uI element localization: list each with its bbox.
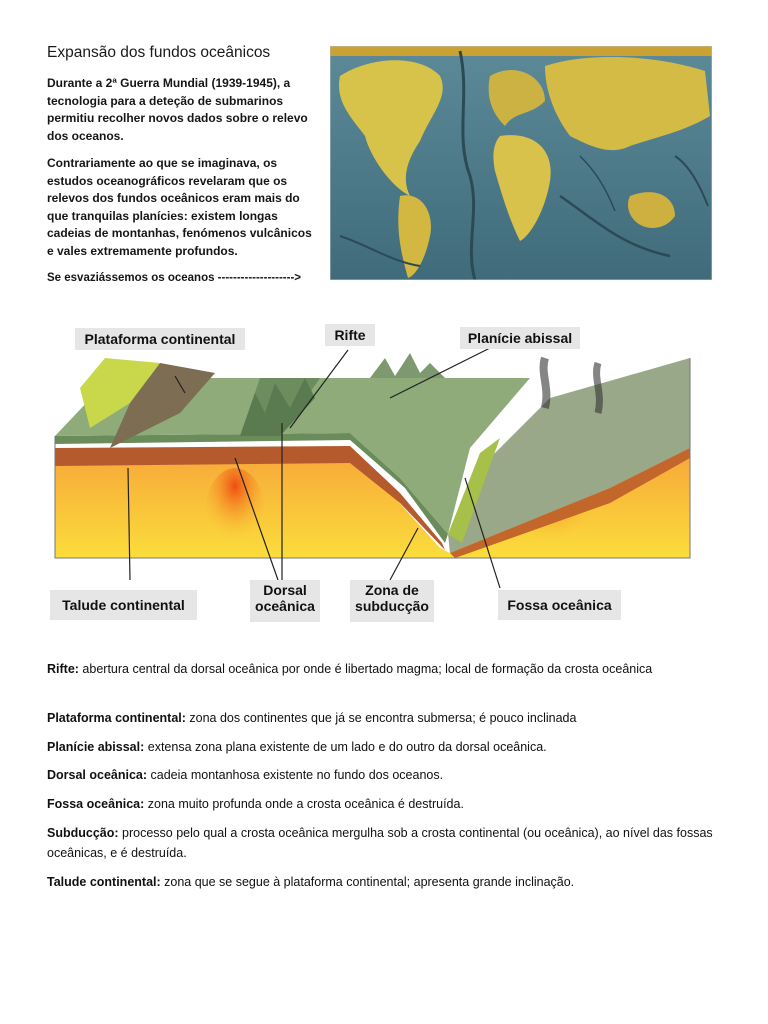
label-zona-line-1: Zona de [365, 582, 419, 598]
label-fossa-oceanica: Fossa oceânica [498, 590, 621, 620]
def-text: zona que se segue à plataforma continental; apresenta grande inclinação. [160, 875, 575, 889]
def-text: zona dos continentes que já se encontra submersa; é pouco inclinada [185, 711, 577, 725]
label-talude-continental: Talude continental [50, 590, 197, 620]
def-text: zona muito profunda onde a crosta oceânica é destruída. [144, 797, 464, 811]
def-text: cadeia montanhosa existente no fundo dos oceanos. [147, 768, 444, 782]
definition-planicie [47, 737, 727, 757]
label-zona-subduccao [350, 580, 434, 622]
ocean-floor-map-image [330, 46, 712, 280]
page-title: Expansão dos fundos oceânicos [47, 44, 271, 61]
definition-rifte [47, 659, 727, 679]
label-zona-line-2: subducção [355, 598, 429, 614]
definition-plataforma [47, 708, 727, 728]
definition-fossa [47, 794, 727, 814]
definition-dorsal [47, 765, 727, 785]
label-planicie-abissal: Planície abissal [460, 327, 580, 349]
label-dorsal-line-1: Dorsal [263, 582, 307, 598]
def-term: Subducção: [47, 826, 119, 840]
prompt-line: Se esvaziássemos os oceanos --------------------> [47, 272, 301, 284]
def-term: Plataforma continental: [47, 711, 186, 725]
def-term: Rifte: [47, 662, 79, 676]
label-dorsal-line-2: oceânica [255, 598, 315, 614]
def-text: abertura central da dorsal oceânica por onde é libertado magma; local de formação da crosta oceânica [78, 662, 653, 676]
def-term: Planície abissal: [47, 740, 145, 754]
label-dorsal-oceanica [250, 580, 320, 622]
def-term: Fossa oceânica: [47, 797, 145, 811]
intro-paragraph-2: Contrariamente ao que se imaginava, os estudos oceanográficos revelaram que os relevos dos fundos oceânicos eram mais do que tranquilas planícies: existem longas cadeias de montanhas, fenómenos vulcânicos e vales extremamente profundos. [47, 156, 312, 258]
definition-subduccao [47, 823, 727, 863]
label-rifte: Rifte [325, 324, 375, 346]
intro-paragraph-1: Durante a 2ª Guerra Mundial (1939-1945), a tecnologia para a deteção de submarinos permitiu recolher novos dados sobre o relevo dos oceanos. [47, 76, 308, 143]
def-text: extensa zona plana existente de um lado e do outro da dorsal oceânica. [144, 740, 547, 754]
def-text: processo pelo qual a crosta oceânica mergulha sob a crosta continental (ou oceânica), ao nível das fossas oceânicas, e é destruída. [47, 826, 713, 860]
def-term: Dorsal oceânica: [47, 768, 148, 782]
def-term: Talude continental: [47, 875, 161, 889]
definition-talude [47, 872, 727, 892]
label-plataforma-continental: Plataforma continental [75, 328, 245, 350]
